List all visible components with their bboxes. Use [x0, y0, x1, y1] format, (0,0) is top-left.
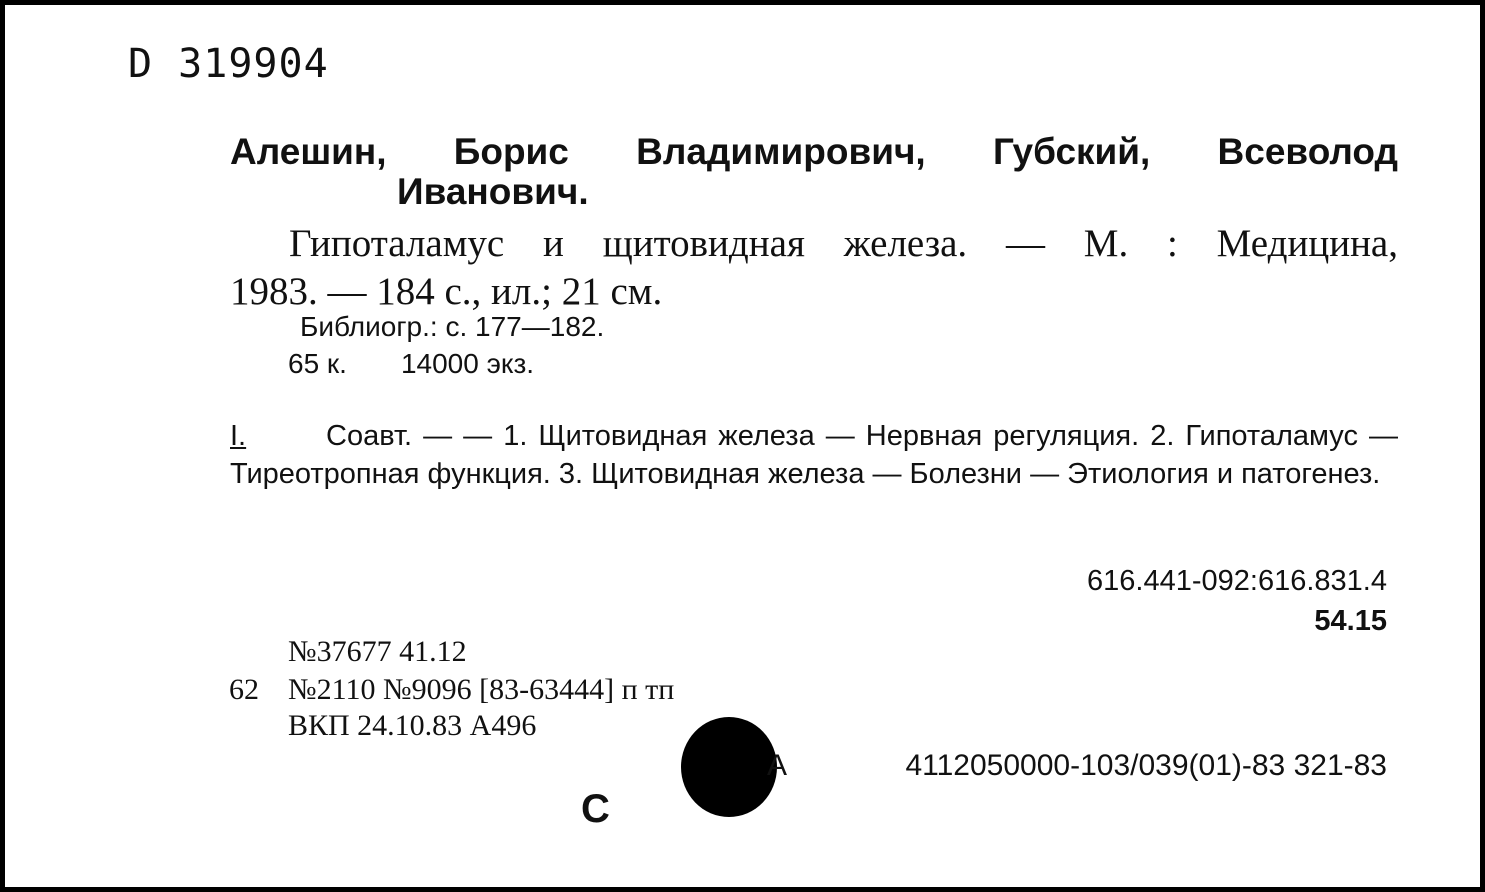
imprint-line: 1983. — 184 с., ил.; 21 см.	[230, 270, 663, 313]
card-marker: С	[581, 787, 610, 831]
subject-mark: I.	[230, 420, 247, 452]
price: 65 к.	[288, 348, 347, 379]
bibliography-note: Библиогр.: с. 177—182.	[300, 311, 605, 342]
publication-code: 4112050000-103/039(01)-83 321-83	[905, 749, 1387, 782]
authors-line-continued: Иванович.	[397, 171, 589, 212]
bbk-code: 54.15	[1314, 605, 1387, 637]
ink-blot	[681, 717, 777, 817]
registration-line-2: №2110 №9096 [83-63444] п тп	[288, 673, 675, 706]
subject-headings	[230, 417, 1398, 493]
title-line: Гипоталамус и щитовидная железа. — М. : Медицина,	[289, 222, 1398, 265]
price-line	[288, 348, 534, 380]
registration-line-3: ВКП 24.10.83 А496	[288, 709, 537, 742]
registration-line-1: №37677 41.12	[288, 635, 467, 668]
authors-line: Алешин, Борис Владимирович, Губский, Всеволод	[230, 131, 1398, 172]
publication-code-prefix: А	[767, 749, 788, 782]
copies: 14000 экз.	[400, 348, 535, 379]
subject-text: Соавт. — — 1. Щитовидная железа — Нервная регуляция. 2. Гипоталамус — Тиреотропная функция. 3. Щитовидная железа — Болезни — Этиология и патогенез.	[230, 420, 1398, 490]
inventory-number: D 319904	[128, 41, 329, 87]
udc-code: 616.441-092:616.831.4	[1087, 565, 1387, 597]
registration-prefix: 62	[229, 673, 259, 706]
